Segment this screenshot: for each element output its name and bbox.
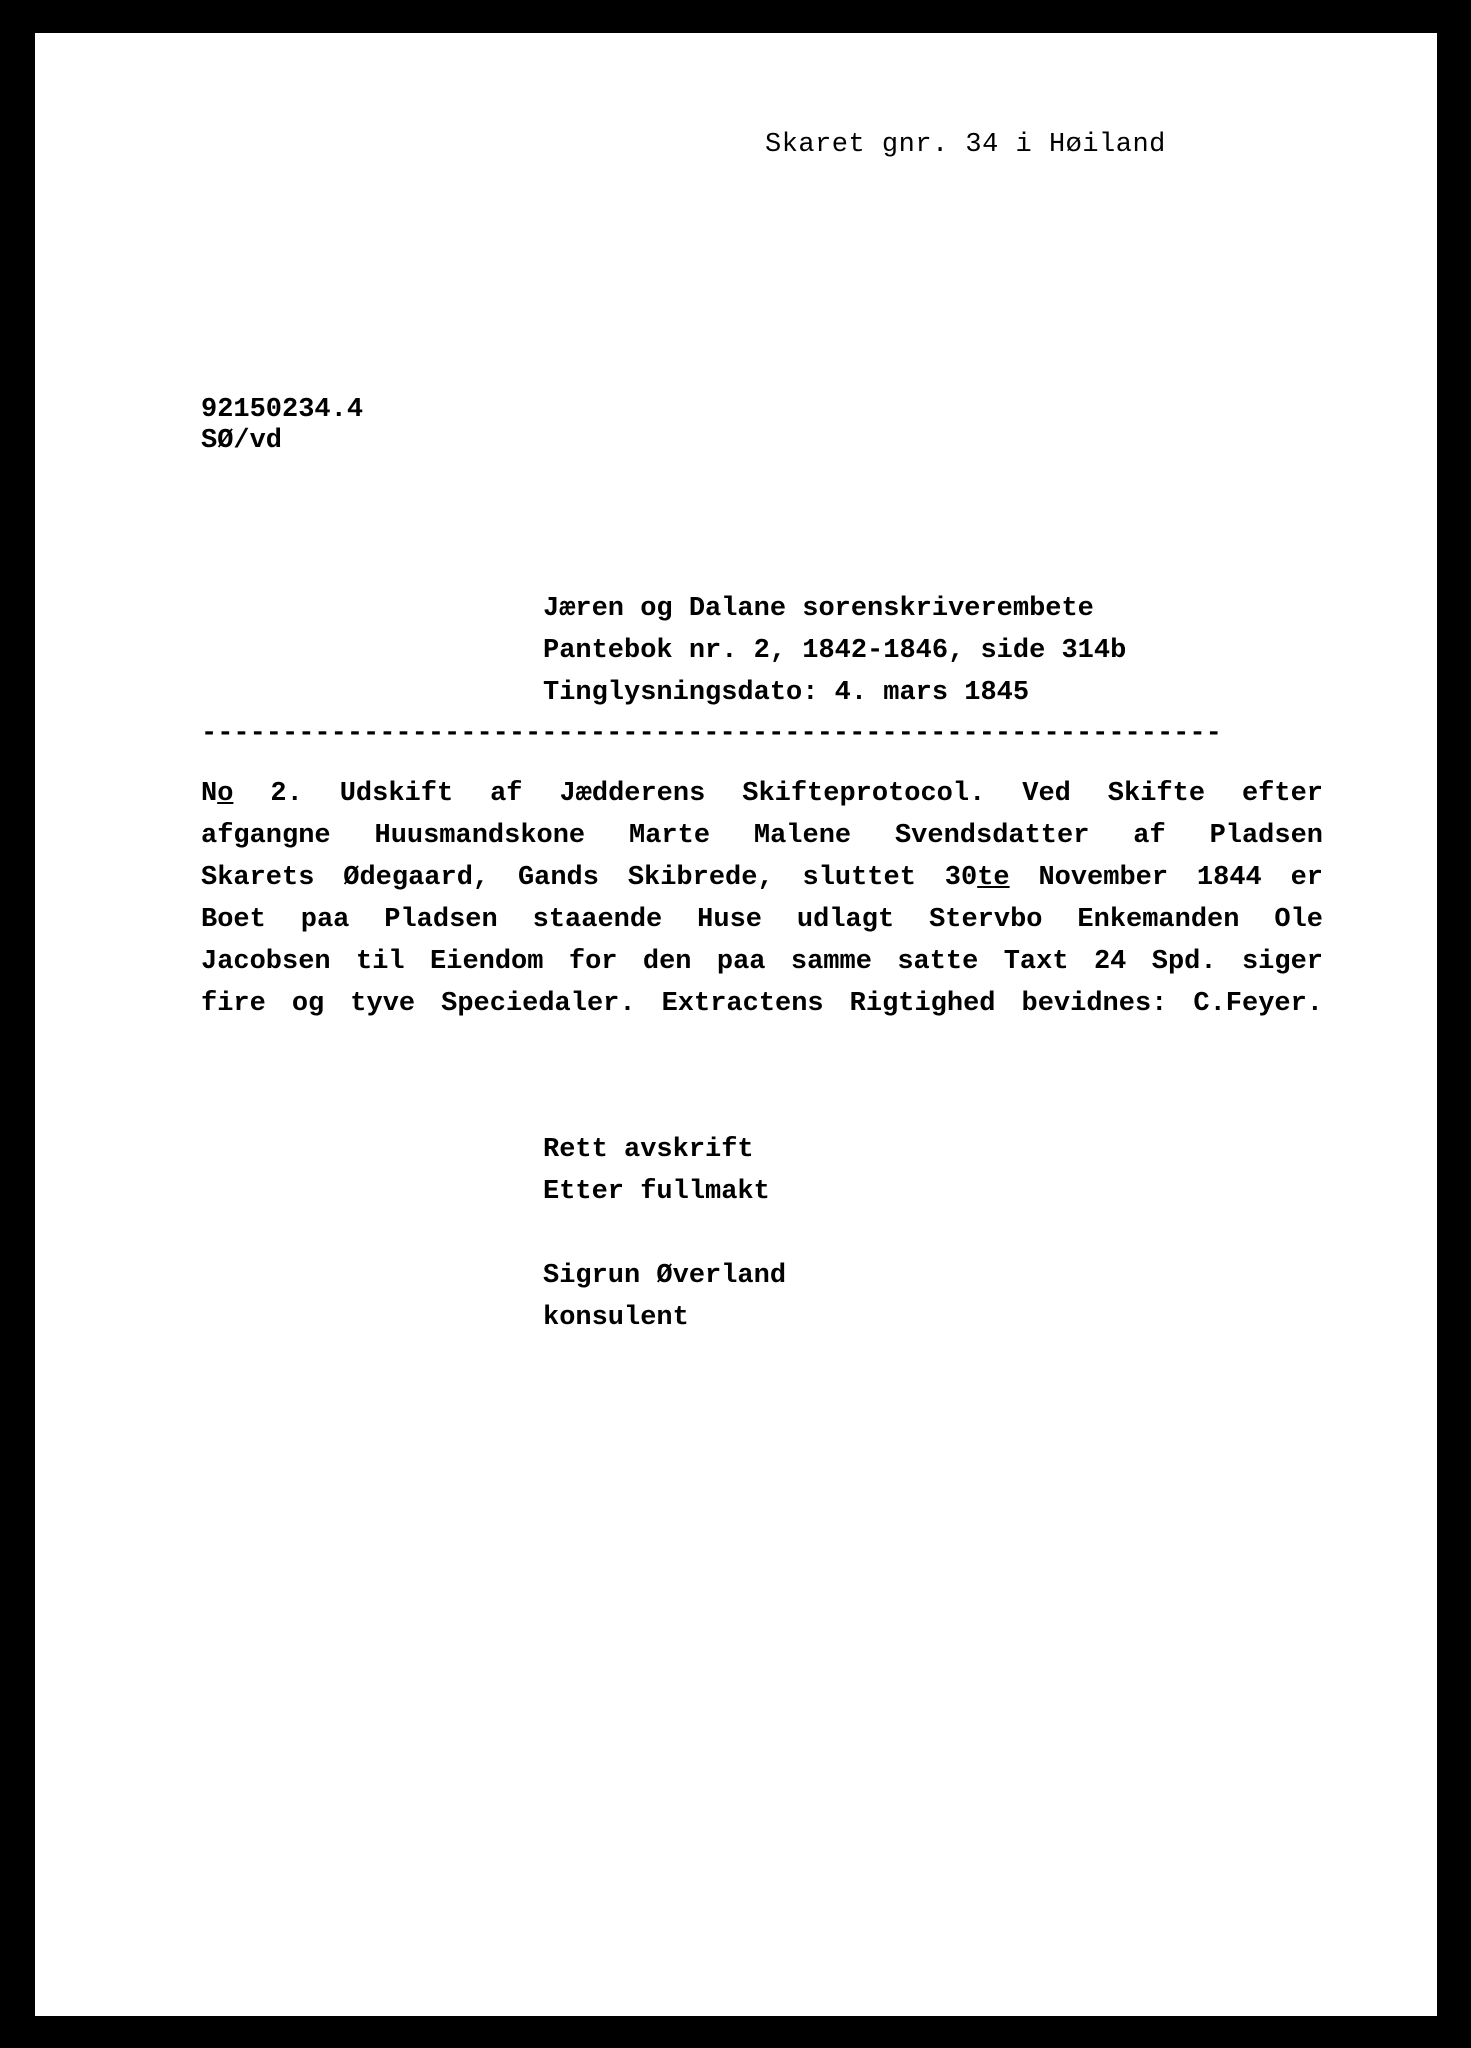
body-line-3-text: November 1844 er xyxy=(1009,863,1323,893)
source-office: Jæren og Dalane sorenskriverembete xyxy=(543,594,1094,624)
body-line-3-superscript: te xyxy=(977,863,1010,893)
certification-block xyxy=(543,1129,770,1213)
source-block xyxy=(543,588,1126,714)
reference-initials: SØ/vd xyxy=(201,426,283,456)
signature-title: konsulent xyxy=(543,1303,689,1333)
body-line-4: Boet paa Pladsen staaende Huse udlagt Stervbo Enkemanden Ole xyxy=(201,905,1323,935)
signature-name: Sigrun Øverland xyxy=(543,1261,787,1291)
transcription-body xyxy=(201,773,1323,1025)
certification-line-1: Rett avskrift xyxy=(543,1135,754,1165)
body-line-1-prefix: N xyxy=(201,779,218,809)
body-line-6: fire og tyve Speciedaler. Extractens Rigtighed bevidnes: C.Feyer. xyxy=(201,989,1323,1019)
source-date: Tinglysningsdato: 4. mars 1845 xyxy=(543,678,1030,708)
signature-block xyxy=(543,1255,786,1339)
divider-line: --------------------------------------------------------------- xyxy=(201,719,1222,749)
source-book: Pantebok nr. 2, 1842-1846, side 314b xyxy=(543,636,1127,666)
body-line-3-prefix: Skarets Ødegaard, Gands Skibrede, sluttet 30 xyxy=(201,863,978,893)
body-line-1-text: 2. Udskift af Jædderens Skifteprotocol. Ved Skifte efter xyxy=(233,779,1323,809)
body-line-1 xyxy=(201,773,1323,815)
reference-block xyxy=(201,395,363,457)
body-line-1-superscript: o xyxy=(217,779,234,809)
body-line-5: Jacobsen til Eiendom for den paa samme satte Taxt 24 Spd. siger xyxy=(201,947,1323,977)
body-line-3 xyxy=(201,857,1323,899)
document-page xyxy=(35,33,1437,2016)
body-line-2: afgangne Huusmandskone Marte Malene Svendsdatter af Pladsen xyxy=(201,821,1323,851)
reference-number: 92150234.4 xyxy=(201,395,364,425)
property-reference: Skaret gnr. 34 i Høiland xyxy=(765,130,1166,160)
certification-line-2: Etter fullmakt xyxy=(543,1177,770,1207)
